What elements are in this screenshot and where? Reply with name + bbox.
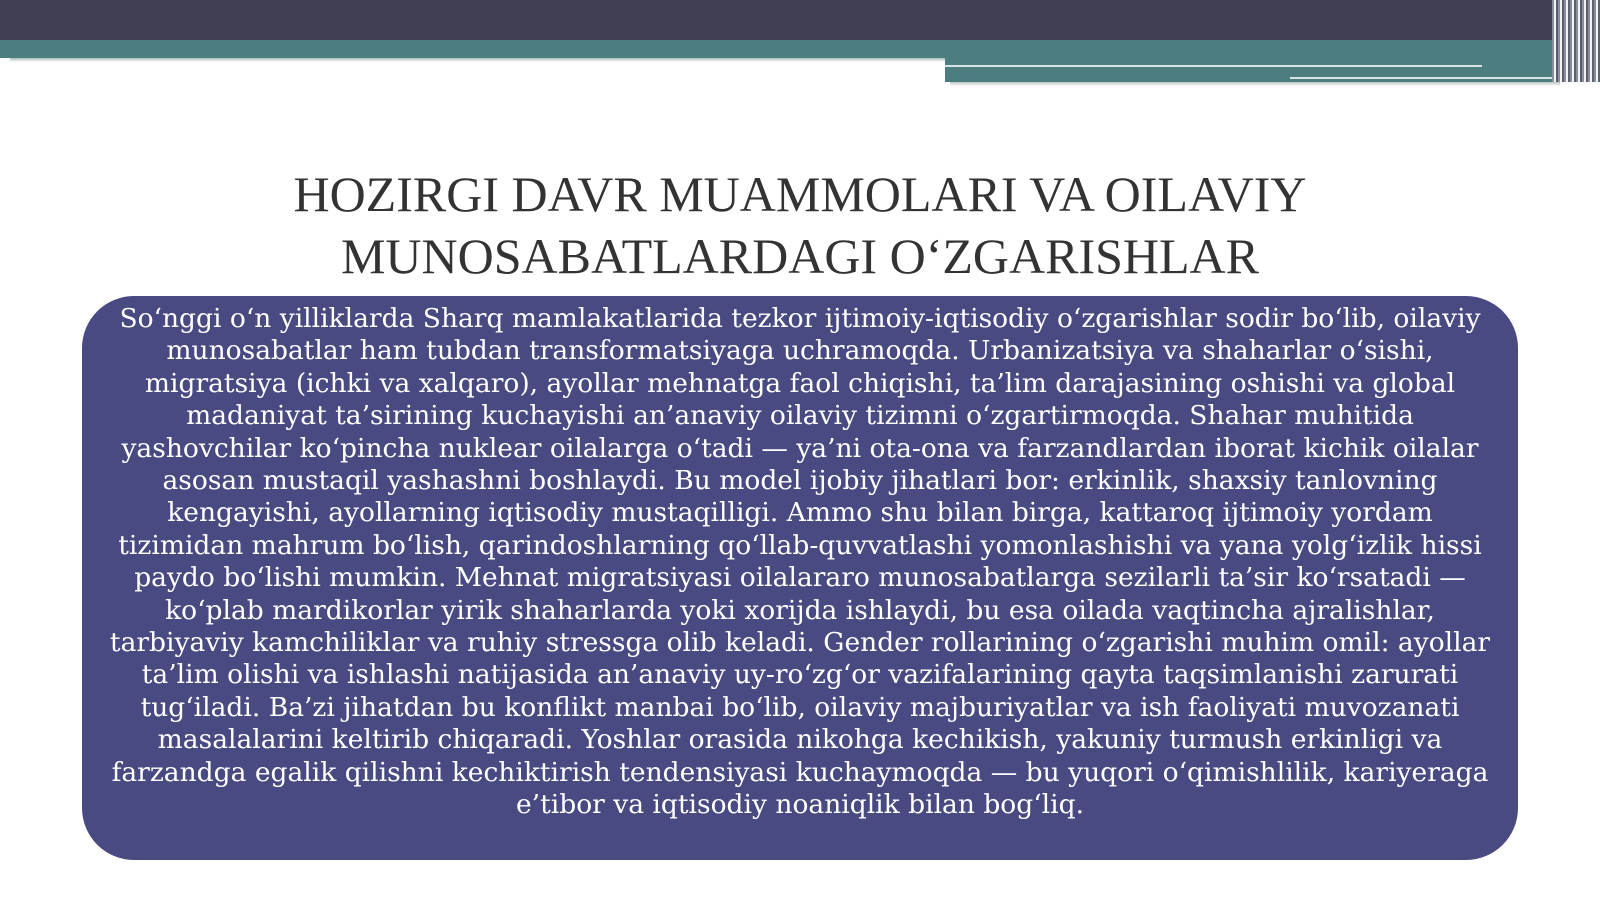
header-right-edge-stripes (1552, 0, 1600, 82)
slide-title: HOZIRGI DAVR MUAMMOLARI VA OILAVIY MUNOSABATLARDAGI O‘ZGARISHLAR (293, 166, 1307, 284)
header-teal-band (0, 40, 1560, 58)
body-text: So‘nggi o‘n yilliklarda Sharq mamlakatlarida tezkor ijtimoiy-iqtisodiy o‘zgarishlar sodir bo‘lib, oilaviy munosabatlar ham tubdan transformatsiyaga uchramoqda. Urbanizatsiya va shaharlar o‘sishi, migratsiya (ichki va xalqaro), ayollar mehnatga faol chiqishi, ta’lim darajasining oshishi va global madaniyat ta’sirining kuchayishi an’anaviy oilaviy tizimni o‘zgartirmoqda. Shahar muhitida yashovchilar ko‘pincha nuklear oilalarga o‘tadi — ya’ni ota-ona va farzandlardan iborat kichik oilalar asosan mustaqil yashashni boshlaydi. Bu model ijobiy jihatlari bor: erkinlik, shaxsiy tanlovning kengayishi, ayollarning iqtisodiy mustaqilligi. Ammo shu bilan birga, kattaroq ijtimoiy yordam tizimidan mahrum bo‘lish, qarindoshlarning qo‘llab-quvvatlashi yomonlashishi va yana yolg‘izlik hissi paydo bo‘lishi mumkin. Mehnat migratsiyasi oilalararo munosabatlarga sezilarli ta’sir ko‘rsatadi — ko‘plab mardikorlar yirik shaharlarda yoki xorijda ishlaydi, bu esa oilada vaqtincha ajralishlar, tarbiyaviy kamchiliklar va ruhiy stressga olib keladi. Gender rollarining o‘zgarishi muhim omil: ayollar ta’lim olishi va ishlashi natijasida an’anaviy uy-ro‘zg‘or vazifalarining qayta taqsimlanishi zarurati tug‘iladi. Ba’zi jihatdan bu konflikt manbai bo‘lib, oilaviy majburiyatlar va ish faoliyati muvozanati masalalarini keltirib chiqaradi. Yoshlar orasida nikohga kechikish, yakuniy turmush erkinligi va farzandga egalik qilishni kechiktirish tendensiyasi kuchaymoqda — bu yuqori o‘qimishlilik, kariyeraga e’tibor va iqtisodiy noaniqlik bilan bog‘liq. (109, 303, 1491, 821)
header-step-shadow (950, 82, 1560, 86)
header-step-line (945, 65, 1482, 67)
header-dark-bar (0, 0, 1600, 40)
header-step-line-lower (1290, 77, 1560, 79)
content-box (82, 296, 1518, 860)
